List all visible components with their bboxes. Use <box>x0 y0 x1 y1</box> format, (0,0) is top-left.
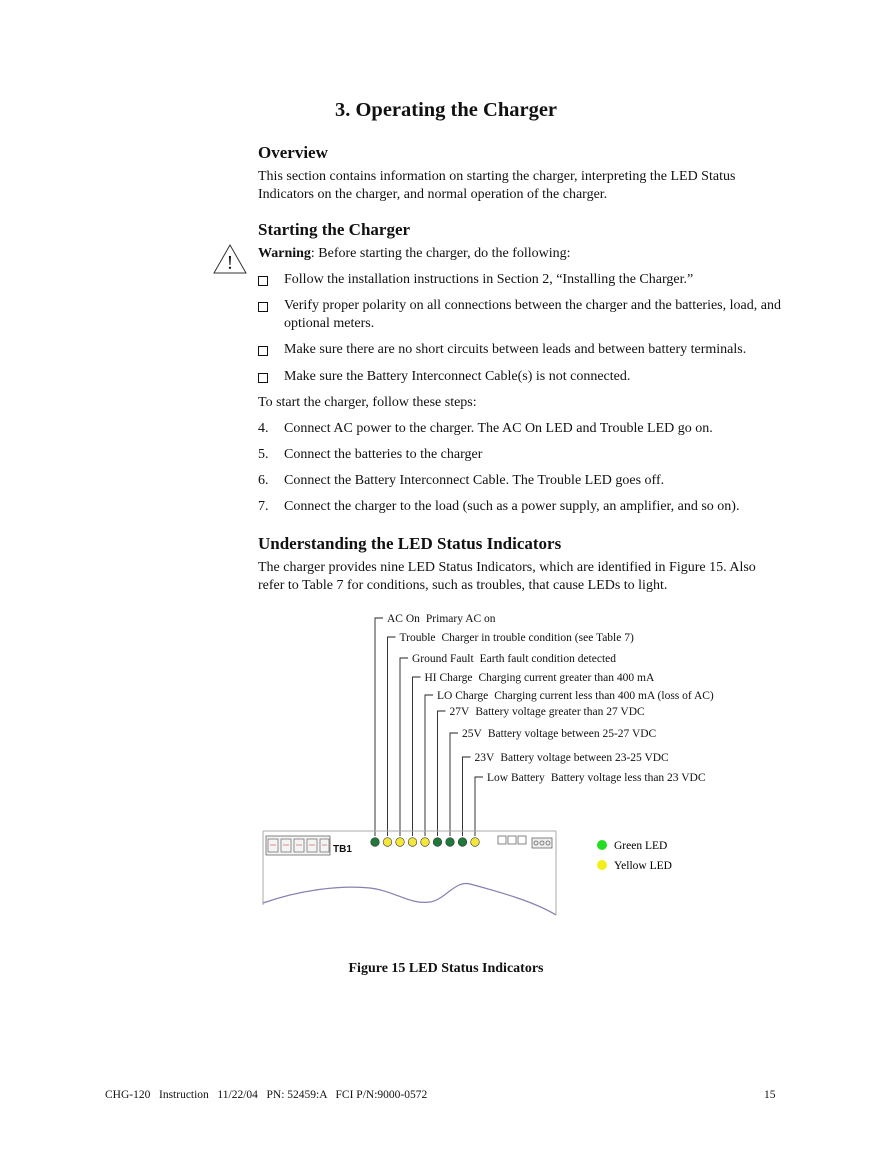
led-name: 25V <box>462 728 482 740</box>
legend-label-green: Green LED <box>614 840 668 852</box>
warning-text: : Before starting the charger, do the following: <box>310 246 571 261</box>
callout-labels <box>387 613 714 784</box>
led-description: Earth fault condition detected <box>479 653 617 665</box>
callout-leader-line <box>388 637 396 836</box>
led-description: Charger in trouble condition (see Table 7) <box>441 632 634 644</box>
callout-leader-line <box>475 777 483 836</box>
led-description: Battery voltage less than 23 VDC <box>550 772 706 784</box>
yellow-led-icon <box>383 838 392 847</box>
checkbox-square-icon <box>258 276 268 286</box>
yellow-led-icon <box>408 838 417 847</box>
warning-line <box>258 245 783 263</box>
led-name: Low Battery <box>487 772 545 784</box>
led-name: 27V <box>449 706 470 718</box>
callout-label <box>387 613 496 625</box>
callout-label <box>487 772 706 784</box>
svg-text:!: ! <box>226 252 234 274</box>
callout-leader-line <box>450 733 458 836</box>
checkbox-square-icon <box>258 373 268 383</box>
tb1-label: TB1 <box>333 844 352 855</box>
led-name: 23V <box>474 752 495 764</box>
green-led-icon <box>371 838 380 847</box>
callout-leader-line <box>413 677 421 836</box>
led-name: LO Charge <box>437 690 489 702</box>
led-status-figure <box>0 600 892 930</box>
green-led-icon <box>433 838 442 847</box>
yellow-led-icon <box>421 838 430 847</box>
led-name: Trouble <box>399 632 436 644</box>
led-description: Charging current greater than 400 mA <box>478 672 655 684</box>
led-section-text: The charger provides nine LED Status Indicators, which are identified in Figure 15. Also refer to Table 7 for conditions, such as troubles, that cause LEDs to light. <box>258 560 756 593</box>
led-description: Charging current less than 400 mA (loss of AC) <box>494 690 714 702</box>
led-name: HI Charge <box>424 672 473 684</box>
checkbox-square-icon <box>258 346 268 356</box>
callout-leader-line <box>438 711 446 836</box>
callout-label <box>425 672 655 684</box>
led-description: Battery voltage greater than 27 VDC <box>475 706 645 718</box>
led-name: AC On <box>387 613 420 625</box>
overview-text: This section contains information on starting the charger, interpreting the LED Status Indicators on the charger, and normal operation of the charger. <box>258 169 736 202</box>
chapter-title: 3. Operating the Charger <box>334 99 558 121</box>
page-number: 15 <box>764 1089 776 1101</box>
callout-leader-line <box>463 757 471 836</box>
starting-heading: Starting the Charger <box>258 220 411 239</box>
connector-block <box>498 836 552 848</box>
green-led-icon <box>458 838 467 847</box>
callout-label <box>462 728 657 740</box>
legend-label-yellow: Yellow LED <box>614 860 672 872</box>
footer-document-info: CHG-120 Instruction 11/22/04 PN: 52459:A FCI P/N:9000-0572 <box>105 1089 428 1101</box>
green-led-icon <box>446 838 455 847</box>
green-led-legend-icon <box>597 840 607 850</box>
figure-legend <box>597 840 672 872</box>
led-row <box>371 838 480 847</box>
led-name: Ground Fault <box>412 653 474 665</box>
callout-leader-line <box>400 658 408 836</box>
callout-label <box>400 632 634 644</box>
callout-leader-line <box>425 695 433 836</box>
figure-caption: Figure 15 LED Status Indicators <box>348 961 544 976</box>
callout-label <box>412 653 616 665</box>
overview-heading: Overview <box>258 143 328 162</box>
steps-intro: To start the charger, follow these steps: <box>258 395 477 410</box>
yellow-led-icon <box>396 838 405 847</box>
warning-label: Warning <box>258 246 311 261</box>
led-description: Battery voltage between 23-25 VDC <box>500 752 669 764</box>
callout-lines <box>375 618 483 836</box>
yellow-led-icon <box>471 838 480 847</box>
callout-label <box>437 690 714 702</box>
tb1-terminal-block <box>266 836 330 855</box>
yellow-led-legend-icon <box>597 860 607 870</box>
led-description: Primary AC on <box>425 613 496 625</box>
warning-icon <box>213 244 247 279</box>
callout-leader-line <box>375 618 383 836</box>
led-section-heading: Understanding the LED Status Indicators <box>258 534 562 553</box>
led-description: Battery voltage between 25-27 VDC <box>487 728 657 740</box>
callout-label <box>450 706 646 718</box>
checkbox-square-icon <box>258 302 268 312</box>
callout-label <box>475 752 670 764</box>
